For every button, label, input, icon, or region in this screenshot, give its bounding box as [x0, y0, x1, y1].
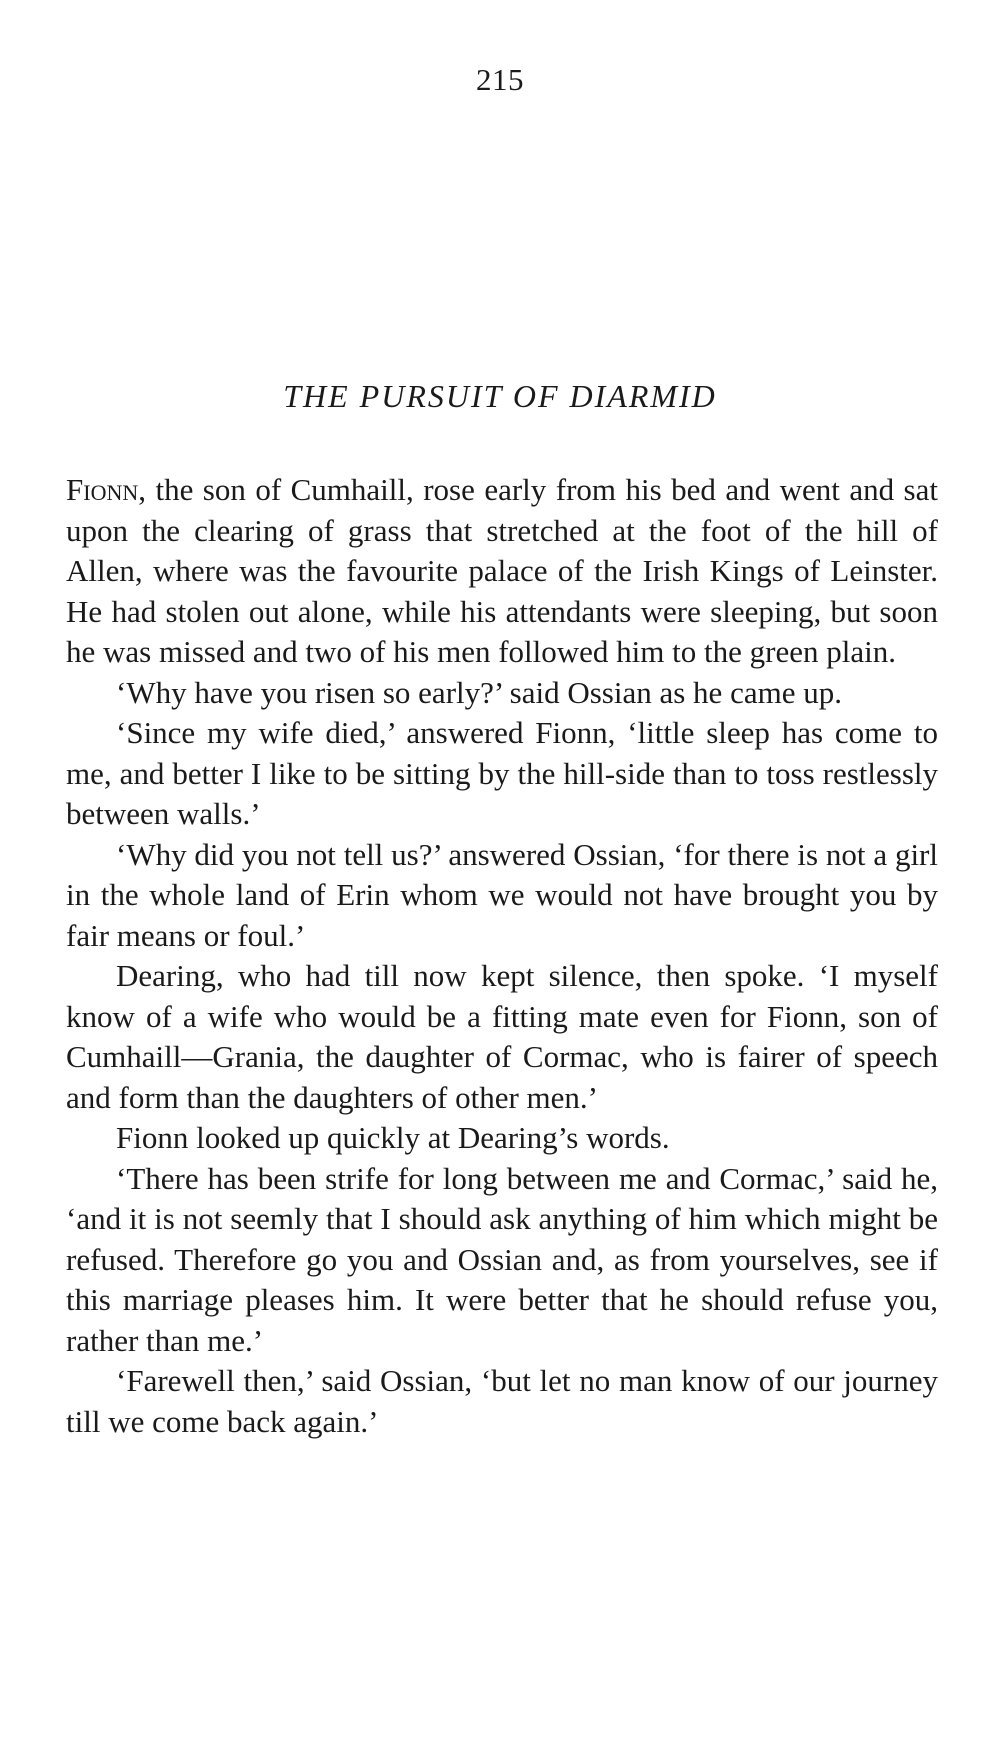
- paragraph-1: [66, 470, 938, 673]
- paragraph-5: Dearing, who had till now kept silence, then spoke. ‘I myself know of a wife who would be a fitting mate even for Fionn, son of Cumhaill—Grania, the daughter of Cormac, who is fairer of speech and form than the daughters of other men.’: [66, 958, 938, 1115]
- lead-word: Fionn: [66, 472, 139, 507]
- chapter-title: THE PURSUIT OF DIARMID: [283, 378, 717, 414]
- paragraph-4: ‘Why did you not tell us?’ answered Ossian, ‘for there is not a girl in the whole land of Erin whom we would not have brought you by fair means or foul.’: [66, 836, 938, 953]
- paragraph-2: ‘Why have you risen so early?’ said Ossian as he came up.: [116, 674, 842, 710]
- body-text: [66, 470, 938, 1442]
- paragraph-7: ‘There has been strife for long between me and Cormac,’ said he, ‘and it is not seemly that I should ask anything of him which might be refused. Therefore go you and Ossian and, as from yourselves, see if this marriage pleases him. It were better that he should refuse you, rather than me.’: [66, 1160, 938, 1358]
- paragraph-3: ‘Since my wife died,’ answered Fionn, ‘little sleep has come to me, and better I like to be sitting by the hill-side than to toss restlessly between walls.’: [66, 715, 938, 831]
- paragraph-text: , the son of Cumhaill, rose early from his bed and went and sat upon the clearing of grass that stretched at the foot of the hill of Allen, where was the favourite palace of the Irish Kings of Leinster. He had stolen out alone, while his attendants were sleeping, but soon he was missed and two of his men followed him to the green plain.: [66, 472, 938, 669]
- paragraph-8: ‘Farewell then,’ said Ossian, ‘but let no man know of our journey till we come back again.’: [66, 1363, 938, 1439]
- page-number: 215: [476, 62, 524, 97]
- paragraph-6: Fionn looked up quickly at Dearing’s words.: [116, 1120, 670, 1155]
